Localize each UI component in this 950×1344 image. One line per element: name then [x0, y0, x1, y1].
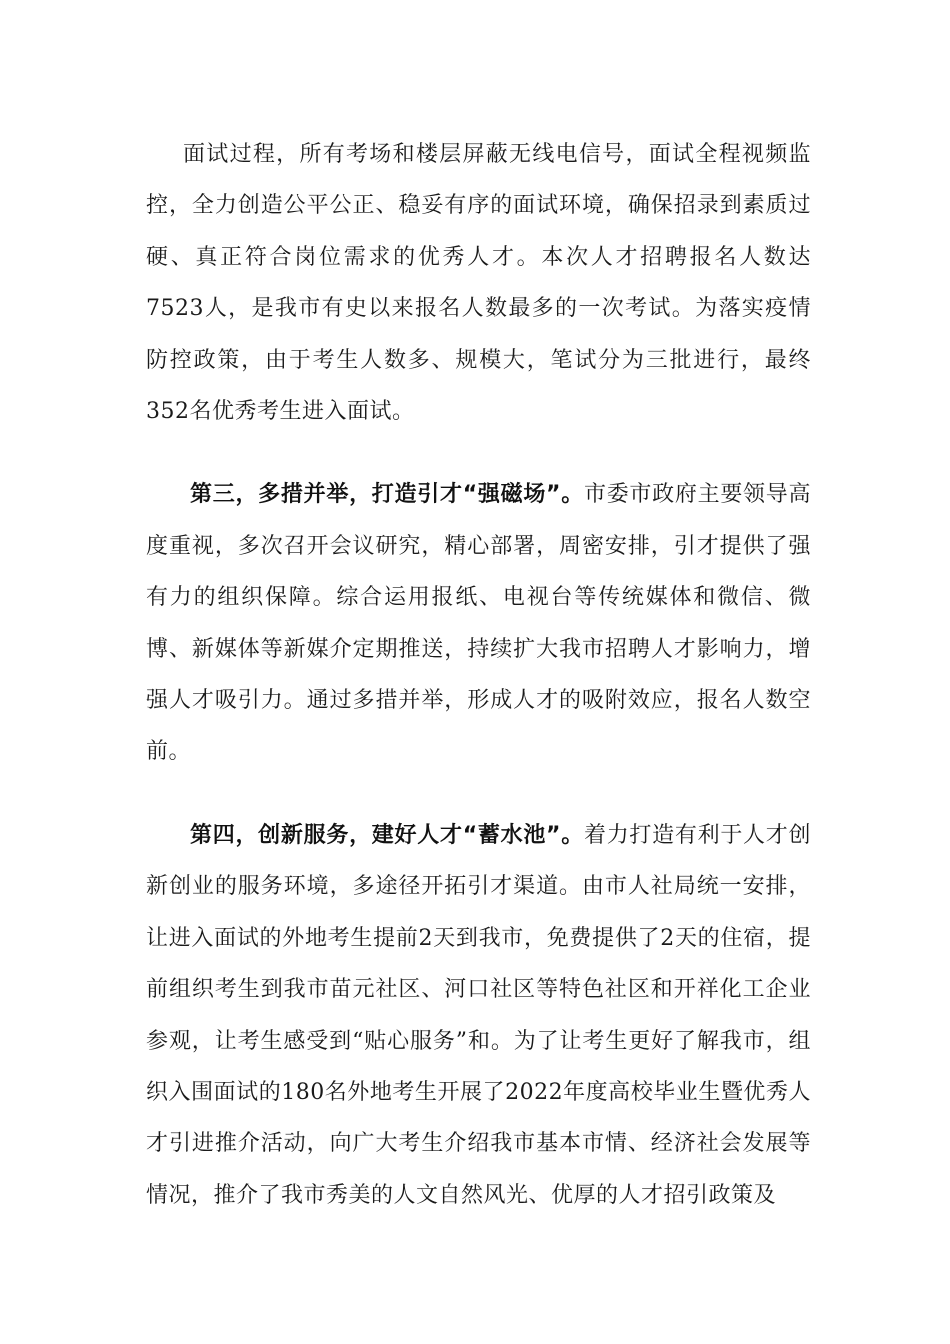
paragraph-heading: 第四，创新服务，建好人才“蓄水池”。 — [190, 822, 584, 848]
paragraph-heading: 第三，多措并举，打造引才“强磁场”。 — [190, 482, 584, 508]
paragraph-fourth-measure — [146, 810, 811, 1221]
paragraph-body: 面试过程，所有考场和楼层屏蔽无线电信号，面试全程视频监控，全力创造公平公正、稳妥有序的面试环境，确保招录到素质过硬、真正符合岗位需求的优秀人才。本次人才招聘报名人数达7523人，是我市有史以来报名人数最多的一次考试。为落实疫情防控政策，由于考生人数多、规模大，笔试分为三批进行，最终352名优秀考生进入面试。 — [146, 142, 811, 425]
paragraph-interview-process — [146, 129, 811, 437]
paragraph-body: 市委市政府主要领导高度重视，多次召开会议研究，精心部署，周密安排，引才提供了强有力的组织保障。综合运用报纸、电视台等传统媒体和微信、微博、新媒体等新媒介定期推送，持续扩大我市招聘人才影响力，增强人才吸引力。通过多措并举，形成人才的吸附效应，报名人数空前。 — [146, 482, 811, 765]
paragraph-third-measure — [146, 469, 811, 777]
document-body — [146, 129, 811, 1221]
paragraph-body: 着力打造有利于人才创新创业的服务环境，多途径开拓引才渠道。由市人社局统一安排，让进入面试的外地考生提前2天到我市，免费提供了2天的住宿，提前组织考生到我市苗元社区、河口社区等特色社区和开祥化工企业参观，让考生感受到“贴心服务”和。为了让考生更好了解我市，组织入围面试的180名外地考生开展了2022年度高校毕业生暨优秀人才引进推介活动，向广大考生介绍我市基本市情、经济社会发展等情况，推介了我市秀美的人文自然风光、优厚的人才招引政策及 — [146, 822, 811, 1208]
